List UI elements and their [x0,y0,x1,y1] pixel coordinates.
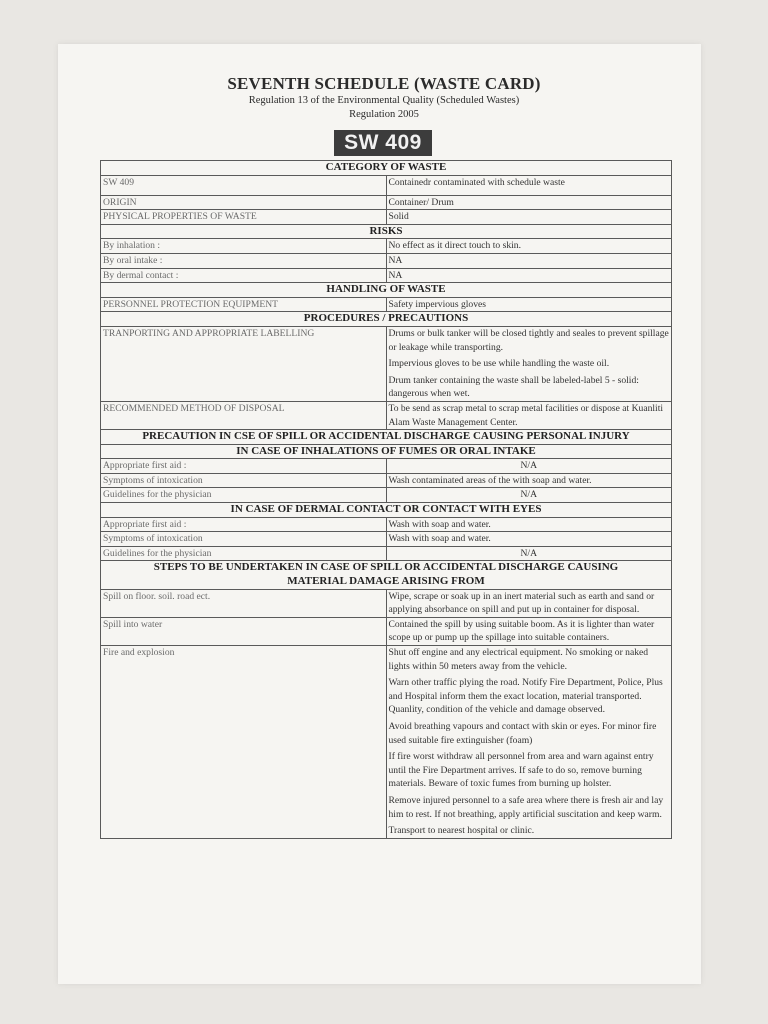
spill-water-label: Spill into water [101,617,387,645]
transporting-label: TRANPORTING AND APPROPRIATE LABELLING [101,326,387,401]
table-row [101,297,672,312]
subtitle-line-1: Regulation 13 of the Environmental Quality (Scheduled Wastes) [248,95,520,106]
inh-first-aid-value: N/A [386,459,672,474]
precaution-heading: PRECAUTION IN CSE OF SPILL OR ACCIDENTAL DISCHARGE CAUSING PERSONAL INJURY [101,430,672,445]
transport-paragraph: Impervious gloves to be use while handling the waste oil. [388,358,610,370]
der-symptoms-label: Symptoms of intoxication [101,532,387,547]
table-row [101,546,672,561]
der-symptoms-value: Wash with soap and water. [386,532,672,547]
table-row [101,253,672,268]
table-row [101,473,672,488]
inhalation-value: No effect as it direct touch to skin. [386,239,672,254]
der-first-aid-label: Appropriate first aid : [101,517,387,532]
table-row [101,326,672,401]
dermal-heading-row [101,503,672,518]
der-guidelines-value: N/A [386,546,672,561]
spill-floor-value: Wipe, scrape or soak up in an inert material such as earth and sand or applying absorbance on spill and put up in container for disposal. [386,589,672,617]
fire-paragraph: Warn other traffic plying the road. Notify Fire Department, Police, Plus and Hospital inform them the exact location, material transported. Quanlity, condition of the vehicle and damage observed. [388,677,663,716]
precaution-heading-row [101,430,672,445]
fire-paragraph: Shut off engine and any electrical equipment. No smoking or naked lights within 50 meters away from the vehicle. [388,647,649,672]
inh-guidelines-value: N/A [386,488,672,503]
subtitle-line-2: Regulation 2005 [349,109,419,120]
spill-floor-label: Spill on floor. soil. road ect. [101,589,387,617]
inhalation-heading-row [101,444,672,459]
inh-symptoms-value: Wash contaminated areas of the with soap and water. [386,473,672,488]
steps-heading-row [101,561,672,589]
waste-code-label: SW 409 [101,175,387,195]
physical-properties-label: PHYSICAL PROPERTIES OF WASTE [101,210,387,225]
inh-guidelines-label: Guidelines for the physician [101,488,387,503]
fire-explosion-label: Fire and explosion [101,646,387,839]
inh-symptoms-label: Symptoms of intoxication [101,473,387,488]
waste-code-value: Containedr contaminated with schedule waste [386,175,672,195]
procedures-heading: PROCEDURES / PRECAUTIONS [101,312,672,327]
procedures-heading-row [101,312,672,327]
inhalation-label: By inhalation : [101,239,387,254]
origin-label: ORIGIN [101,195,387,210]
document-title: SEVENTH SCHEDULE (WASTE CARD) [227,74,541,93]
table-row [101,488,672,503]
disposal-label: RECOMMENDED METHOD OF DISPOSAL [101,401,387,429]
document-subtitle [0,94,768,122]
waste-code-badge: SW 409 [334,130,432,156]
table-row [101,195,672,210]
ppe-value: Safety impervious gloves [386,297,672,312]
inhalation-case-heading: IN CASE OF INHALATIONS OF FUMES OR ORAL INTAKE [101,444,672,459]
physical-properties-value: Solid [386,210,672,225]
ppe-label: PERSONNEL PROTECTION EQUIPMENT [101,297,387,312]
spill-water-value: Contained the spill by using suitable boom. As it is lighter than water scope up or pump up the spillage into suitable containers. [386,617,672,645]
handling-heading-row [101,283,672,298]
table-row [101,646,672,839]
fire-paragraph: Avoid breathing vapours and contact with skin or eyes. For minor fire used suitable fire extinguisher (foam) [388,720,657,746]
table-row [101,210,672,225]
der-guidelines-label: Guidelines for the physician [101,546,387,561]
table-row [101,589,672,617]
table-row [101,239,672,254]
risks-heading: RISKS [101,224,672,239]
dermal-case-heading: IN CASE OF DERMAL CONTACT OR CONTACT WITH EYES [101,503,672,518]
dermal-contact-value: NA [386,268,672,283]
table-row [101,175,672,195]
oral-intake-label: By oral intake : [101,253,387,268]
handling-heading: HANDLING OF WASTE [101,283,672,298]
category-heading: CATEGORY OF WASTE [101,161,672,176]
oral-intake-value: NA [386,253,672,268]
transport-paragraph: Drums or bulk tanker will be closed tightly and seales to prevent spillage or leakage while transporting. [388,327,669,353]
table-row [101,268,672,283]
steps-heading: STEPS TO BE UNDERTAKEN IN CASE OF SPILL OR ACCIDENTAL DISCHARGE CAUSING MATERIAL DAMAGE ARISING FROM [101,561,672,589]
waste-card-table [100,160,672,839]
table-row [101,517,672,532]
dermal-contact-label: By dermal contact : [101,268,387,283]
table-row [101,459,672,474]
table-row [101,401,672,429]
inh-first-aid-label: Appropriate first aid : [101,459,387,474]
transporting-value [386,326,672,401]
transport-paragraph: Drum tanker containing the waste shall be labeled-label 5 - solid: dangerous when wet. [388,374,639,400]
table-row [101,617,672,645]
disposal-value: To be send as scrap metal to scrap metal facilities or dispose at Kuanliti Alam Waste Management Center. [386,401,672,429]
origin-value: Container/ Drum [386,195,672,210]
risks-heading-row [101,224,672,239]
category-heading-row [101,161,672,176]
fire-paragraph: If fire worst withdraw all personnel from area and warn against entry until the Fire Department arrives. If safe to do so, remove burning materials. Beware of toxic fumes from burning up holster. [388,751,654,790]
table-row [101,532,672,547]
der-first-aid-value: Wash with soap and water. [386,517,672,532]
fire-paragraph: Transport to nearest hospital or clinic. [388,825,535,837]
fire-explosion-value [386,646,672,839]
fire-paragraph: Remove injured personnel to a safe area where there is fresh air and lay him to rest. If not breathing, apply artificial suscitation and keep warm. [388,794,664,820]
